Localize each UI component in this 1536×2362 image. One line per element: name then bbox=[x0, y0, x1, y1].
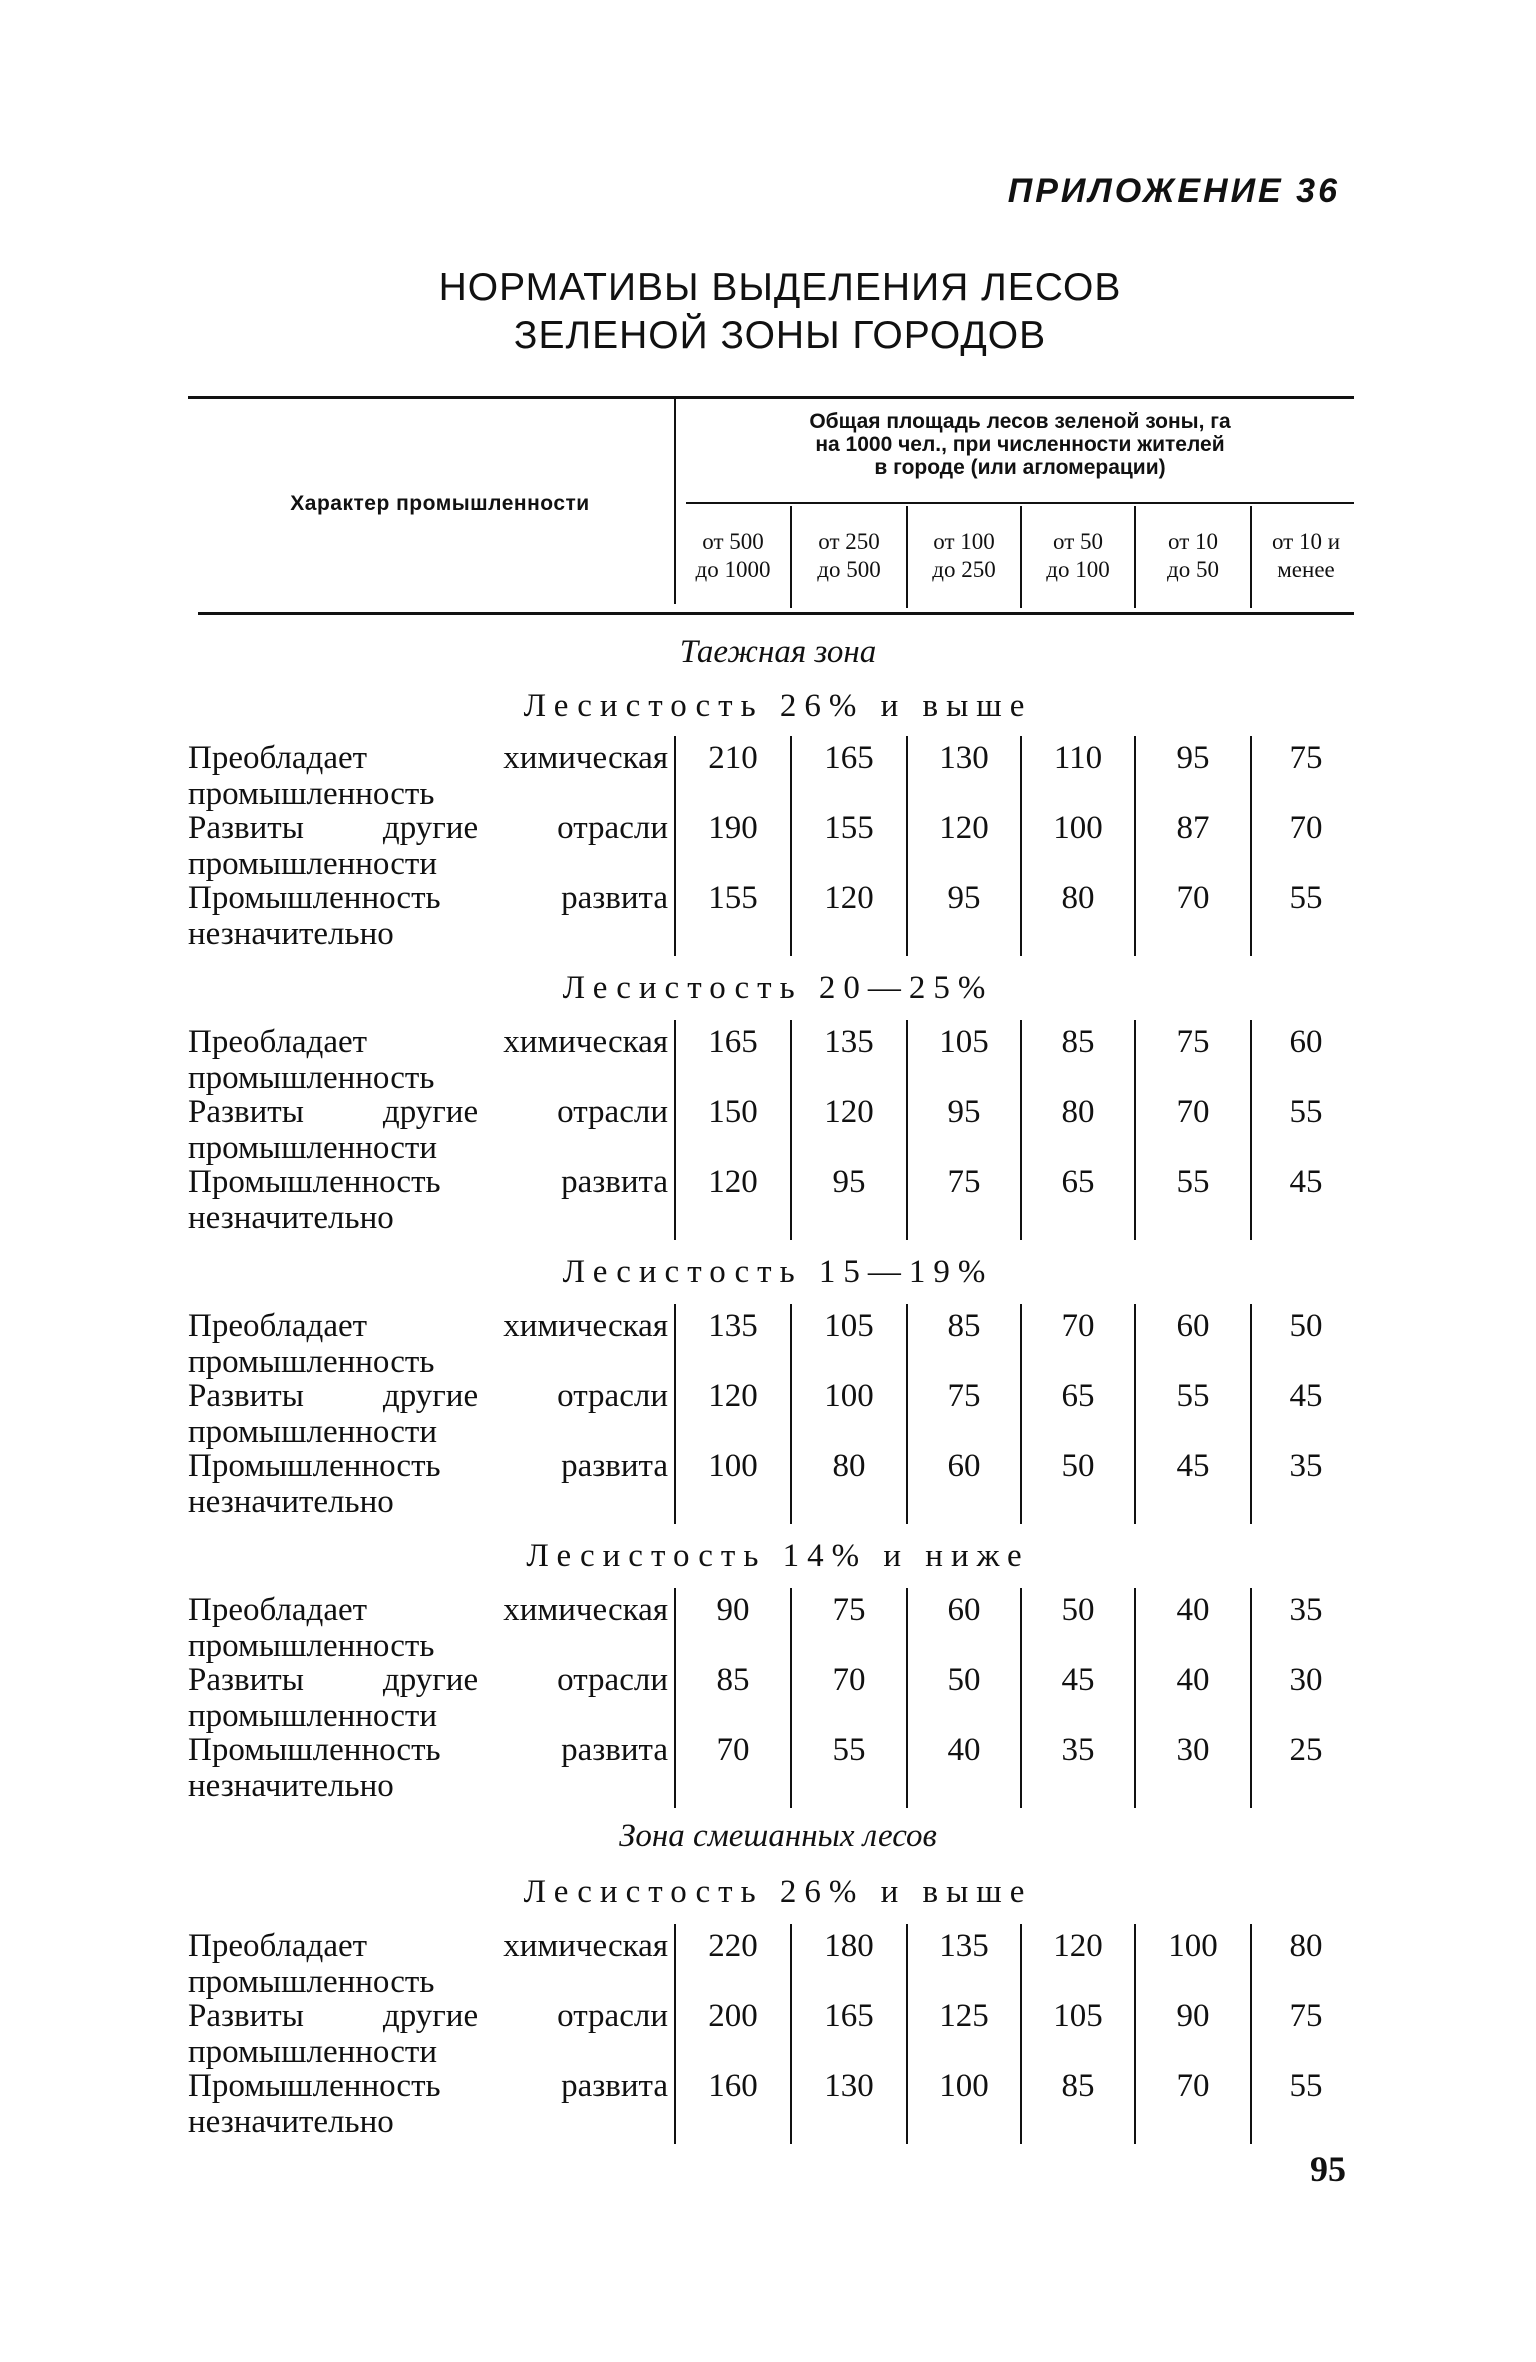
row-label-word: Промышленность bbox=[188, 1164, 441, 1200]
table-cell: 80 bbox=[1289, 1928, 1323, 1964]
table-header-rule bbox=[198, 612, 1354, 615]
row-label-word: развита bbox=[561, 2068, 668, 2104]
table-cell: 35 bbox=[1289, 1448, 1323, 1484]
table-cell: 55 bbox=[1289, 880, 1323, 916]
row-label-word: Развиты bbox=[188, 1378, 304, 1414]
row-label bbox=[188, 1448, 668, 1520]
column-header-line1: от 500 bbox=[702, 529, 764, 554]
table-cell: 95 bbox=[947, 1094, 981, 1130]
table-cell: 55 bbox=[1289, 2068, 1323, 2104]
row-label-word: развита bbox=[561, 1164, 668, 1200]
table-cell: 100 bbox=[1053, 810, 1103, 846]
row-label-word: Преобладает bbox=[188, 1592, 368, 1628]
table-cell: 75 bbox=[832, 1592, 866, 1628]
table-cell: 70 bbox=[1061, 1308, 1095, 1344]
row-label-line2: незначительно bbox=[188, 1200, 394, 1236]
row-label bbox=[188, 1998, 668, 2070]
row-label bbox=[188, 1024, 668, 1096]
row-label-word: другие bbox=[382, 1998, 479, 2034]
row-label-line2: незначительно bbox=[188, 1484, 394, 1520]
table-cell: 155 bbox=[824, 810, 874, 846]
group-header-line3: в городе (или агломерации) bbox=[874, 456, 1166, 479]
column-header-line2: до 250 bbox=[932, 557, 996, 582]
table-cell: 120 bbox=[939, 810, 989, 846]
row-label-line2: незначительно bbox=[188, 916, 394, 952]
row-label bbox=[188, 1732, 668, 1804]
row-label-word: химическая bbox=[503, 1592, 668, 1628]
header-vertical-rule bbox=[790, 506, 792, 608]
table-cell: 50 bbox=[947, 1662, 981, 1698]
table-cell: 165 bbox=[824, 740, 874, 776]
table-cell: 45 bbox=[1061, 1662, 1095, 1698]
row-label-line1 bbox=[188, 1662, 668, 1698]
table-cell: 35 bbox=[1061, 1732, 1095, 1768]
table-cell: 60 bbox=[1289, 1024, 1323, 1060]
row-label-word: химическая bbox=[503, 740, 668, 776]
table-cell: 110 bbox=[1053, 740, 1103, 776]
table-cell: 35 bbox=[1289, 1592, 1323, 1628]
table-cell: 50 bbox=[1289, 1308, 1323, 1344]
row-label-word: развита bbox=[561, 1732, 668, 1768]
table-cell: 65 bbox=[1061, 1164, 1095, 1200]
row-label-word: отрасли bbox=[557, 810, 668, 846]
row-label-line1 bbox=[188, 1732, 668, 1768]
column-header-line1: от 10 bbox=[1168, 529, 1218, 554]
row-label-line1 bbox=[188, 1998, 668, 2034]
table-cell: 190 bbox=[708, 810, 758, 846]
row-label bbox=[188, 2068, 668, 2140]
table-cell: 75 bbox=[1289, 1998, 1323, 2034]
table-cell: 55 bbox=[1176, 1378, 1210, 1414]
table-cell: 85 bbox=[1061, 1024, 1095, 1060]
group-header-line1: Общая площадь лесов зеленой зоны, га bbox=[809, 410, 1231, 433]
row-label bbox=[188, 1164, 668, 1236]
row-label-line1 bbox=[188, 880, 668, 916]
table-cell: 65 bbox=[1061, 1378, 1095, 1414]
column-header-line1: от 10 и bbox=[1271, 529, 1341, 554]
forest-cover-heading: Лесистость 26% и выше bbox=[523, 688, 1033, 724]
row-label-line1 bbox=[188, 1448, 668, 1484]
header-vertical-rule bbox=[674, 398, 676, 604]
row-label-line2: промышленности bbox=[188, 2034, 437, 2070]
row-label-word: развита bbox=[561, 880, 668, 916]
table-cell: 105 bbox=[1053, 1998, 1103, 2034]
row-label-line2: промышленность bbox=[188, 1964, 435, 2000]
table-cell: 200 bbox=[708, 1998, 758, 2034]
table-cell: 165 bbox=[824, 1998, 874, 2034]
table-cell: 80 bbox=[1061, 880, 1095, 916]
table-cell: 60 bbox=[947, 1592, 981, 1628]
column-header-line2: до 500 bbox=[817, 557, 881, 582]
row-label-word: отрасли bbox=[557, 1378, 668, 1414]
table-cell: 70 bbox=[1176, 880, 1210, 916]
row-label-word: Развиты bbox=[188, 1094, 304, 1130]
row-label-word: Преобладает bbox=[188, 1928, 368, 1964]
header-vertical-rule bbox=[906, 506, 908, 608]
table-cell: 70 bbox=[832, 1662, 866, 1698]
row-label-line1 bbox=[188, 1308, 668, 1344]
row-label-line1 bbox=[188, 1592, 668, 1628]
table-cell: 45 bbox=[1176, 1448, 1210, 1484]
header-vertical-rule bbox=[1020, 506, 1022, 608]
zone-heading: Зона смешанных лесов bbox=[619, 1818, 937, 1854]
table-cell: 165 bbox=[708, 1024, 758, 1060]
row-label bbox=[188, 810, 668, 882]
table-cell: 80 bbox=[1061, 1094, 1095, 1130]
row-label-line2: промышленности bbox=[188, 846, 437, 882]
row-label-word: Промышленность bbox=[188, 880, 441, 916]
header-vertical-rule bbox=[1250, 506, 1252, 608]
row-label-line1 bbox=[188, 810, 668, 846]
table-cell: 105 bbox=[824, 1308, 874, 1344]
table-cell: 80 bbox=[832, 1448, 866, 1484]
page-title-line2: ЗЕЛЕНОЙ ЗОНЫ ГОРОДОВ bbox=[513, 314, 1047, 357]
table-cell: 85 bbox=[947, 1308, 981, 1344]
row-label-word: развита bbox=[561, 1448, 668, 1484]
header-vertical-rule bbox=[1134, 506, 1136, 608]
table-cell: 85 bbox=[1061, 2068, 1095, 2104]
table-cell: 30 bbox=[1176, 1732, 1210, 1768]
table-cell: 135 bbox=[824, 1024, 874, 1060]
row-label-line1 bbox=[188, 2068, 668, 2104]
table-cell: 130 bbox=[939, 740, 989, 776]
row-label-line1 bbox=[188, 740, 668, 776]
row-label-word: отрасли bbox=[557, 1998, 668, 2034]
row-label bbox=[188, 1928, 668, 2000]
table-cell: 120 bbox=[708, 1378, 758, 1414]
row-label-line1 bbox=[188, 1094, 668, 1130]
column-header-line2: менее bbox=[1277, 557, 1335, 582]
table-cell: 150 bbox=[708, 1094, 758, 1130]
table-cell: 100 bbox=[939, 2068, 989, 2104]
table-cell: 120 bbox=[824, 1094, 874, 1130]
column-header-line2: до 100 bbox=[1046, 557, 1110, 582]
table-cell: 40 bbox=[1176, 1592, 1210, 1628]
column-header bbox=[792, 528, 906, 584]
table-cell: 60 bbox=[947, 1448, 981, 1484]
table-cell: 120 bbox=[708, 1164, 758, 1200]
row-label-word: Преобладает bbox=[188, 1024, 368, 1060]
row-label-word: химическая bbox=[503, 1308, 668, 1344]
table-cell: 60 bbox=[1176, 1308, 1210, 1344]
forest-cover-heading: Лесистость 15—19% bbox=[562, 1254, 994, 1290]
table-cell: 75 bbox=[1176, 1024, 1210, 1060]
row-label bbox=[188, 1094, 668, 1166]
table-cell: 70 bbox=[1289, 810, 1323, 846]
row-label-line1 bbox=[188, 1164, 668, 1200]
table-cell: 70 bbox=[1176, 1094, 1210, 1130]
row-label-word: другие bbox=[382, 1094, 479, 1130]
row-label-line2: промышленность bbox=[188, 776, 435, 812]
table-cell: 120 bbox=[824, 880, 874, 916]
row-label-word: Развиты bbox=[188, 1662, 304, 1698]
table-cell: 70 bbox=[716, 1732, 750, 1768]
table-cell: 75 bbox=[947, 1378, 981, 1414]
table-cell: 155 bbox=[708, 880, 758, 916]
row-label-line2: промышленности bbox=[188, 1130, 437, 1166]
row-label bbox=[188, 740, 668, 812]
column-header bbox=[1136, 528, 1250, 584]
table-cell: 75 bbox=[947, 1164, 981, 1200]
page-title-line1: НОРМАТИВЫ ВЫДЕЛЕНИЯ ЛЕСОВ bbox=[438, 266, 1122, 309]
group-header-line2: на 1000 чел., при численности жителей bbox=[815, 433, 1225, 456]
row-label bbox=[188, 1308, 668, 1380]
table-cell: 105 bbox=[939, 1024, 989, 1060]
table-cell: 87 bbox=[1176, 810, 1210, 846]
table-cell: 50 bbox=[1061, 1592, 1095, 1628]
row-label bbox=[188, 1662, 668, 1734]
table-cell: 40 bbox=[947, 1732, 981, 1768]
column-header bbox=[1252, 528, 1360, 584]
row-label-word: Промышленность bbox=[188, 2068, 441, 2104]
table-cell: 45 bbox=[1289, 1164, 1323, 1200]
zone-heading: Таежная зона bbox=[679, 634, 877, 670]
column-header-line2: до 1000 bbox=[695, 557, 771, 582]
row-label-line2: незначительно bbox=[188, 2104, 394, 2140]
table-cell: 55 bbox=[1289, 1094, 1323, 1130]
table-cell: 210 bbox=[708, 740, 758, 776]
row-label-word: Развиты bbox=[188, 1998, 304, 2034]
table-cell: 100 bbox=[824, 1378, 874, 1414]
table-cell: 100 bbox=[1168, 1928, 1218, 1964]
area-group-header bbox=[700, 410, 1340, 479]
row-label bbox=[188, 1592, 668, 1664]
table-cell: 45 bbox=[1289, 1378, 1323, 1414]
table-cell: 95 bbox=[1176, 740, 1210, 776]
column-header bbox=[908, 528, 1020, 584]
row-label-word: Промышленность bbox=[188, 1448, 441, 1484]
row-label-line2: промышленность bbox=[188, 1060, 435, 1096]
row-label-word: Промышленность bbox=[188, 1732, 441, 1768]
page-number: 95 bbox=[1310, 2149, 1346, 2189]
table-cell: 90 bbox=[1176, 1998, 1210, 2034]
column-header-line1: от 100 bbox=[933, 529, 995, 554]
table-cell: 40 bbox=[1176, 1662, 1210, 1698]
table-top-rule bbox=[188, 396, 1354, 399]
row-label-line1 bbox=[188, 1378, 668, 1414]
row-label-line2: промышленность bbox=[188, 1628, 435, 1664]
table-cell: 25 bbox=[1289, 1732, 1323, 1768]
row-label-line1 bbox=[188, 1024, 668, 1060]
table-cell: 95 bbox=[832, 1164, 866, 1200]
column-header bbox=[1022, 528, 1134, 584]
row-label-word: отрасли bbox=[557, 1662, 668, 1698]
row-label-word: другие bbox=[382, 810, 479, 846]
column-header-line2: до 50 bbox=[1167, 557, 1219, 582]
row-label-line2: промышленности bbox=[188, 1414, 437, 1450]
column-header-line1: от 250 bbox=[818, 529, 880, 554]
table-cell: 85 bbox=[716, 1662, 750, 1698]
table-cell: 50 bbox=[1061, 1448, 1095, 1484]
row-label-word: другие bbox=[382, 1378, 479, 1414]
table-cell: 100 bbox=[708, 1448, 758, 1484]
table-cell: 160 bbox=[708, 2068, 758, 2104]
row-label-word: отрасли bbox=[557, 1094, 668, 1130]
row-label-word: Преобладает bbox=[188, 1308, 368, 1344]
table-cell: 95 bbox=[947, 880, 981, 916]
table-cell: 55 bbox=[832, 1732, 866, 1768]
forest-cover-heading: Лесистость 26% и выше bbox=[523, 1874, 1033, 1910]
table-cell: 90 bbox=[716, 1592, 750, 1628]
table-cell: 135 bbox=[939, 1928, 989, 1964]
table-cell: 70 bbox=[1176, 2068, 1210, 2104]
row-label-word: химическая bbox=[503, 1928, 668, 1964]
table-cell: 180 bbox=[824, 1928, 874, 1964]
row-label-word: Развиты bbox=[188, 810, 304, 846]
table-cell: 75 bbox=[1289, 740, 1323, 776]
row-label-line2: промышленности bbox=[188, 1698, 437, 1734]
row-label-word: другие bbox=[382, 1662, 479, 1698]
characteristic-header: Характер промышленности bbox=[290, 492, 590, 515]
table-cell: 30 bbox=[1289, 1662, 1323, 1698]
table-subheader-rule bbox=[686, 502, 1354, 504]
table-cell: 135 bbox=[708, 1308, 758, 1344]
forest-cover-heading: Лесистость 20—25% bbox=[562, 970, 994, 1006]
column-header-line1: от 50 bbox=[1053, 529, 1103, 554]
table-cell: 120 bbox=[1053, 1928, 1103, 1964]
appendix-label: ПРИЛОЖЕНИЕ 36 bbox=[1007, 172, 1340, 210]
row-label bbox=[188, 1378, 668, 1450]
row-label-line2: промышленность bbox=[188, 1344, 435, 1380]
forest-cover-heading: Лесистость 14% и ниже bbox=[526, 1538, 1030, 1574]
table-cell: 125 bbox=[939, 1998, 989, 2034]
table-cell: 130 bbox=[824, 2068, 874, 2104]
table-cell: 220 bbox=[708, 1928, 758, 1964]
row-label-word: Преобладает bbox=[188, 740, 368, 776]
row-label-line1 bbox=[188, 1928, 668, 1964]
column-header bbox=[676, 528, 790, 584]
row-label-line2: незначительно bbox=[188, 1768, 394, 1804]
row-label bbox=[188, 880, 668, 952]
row-label-word: химическая bbox=[503, 1024, 668, 1060]
table-cell: 55 bbox=[1176, 1164, 1210, 1200]
